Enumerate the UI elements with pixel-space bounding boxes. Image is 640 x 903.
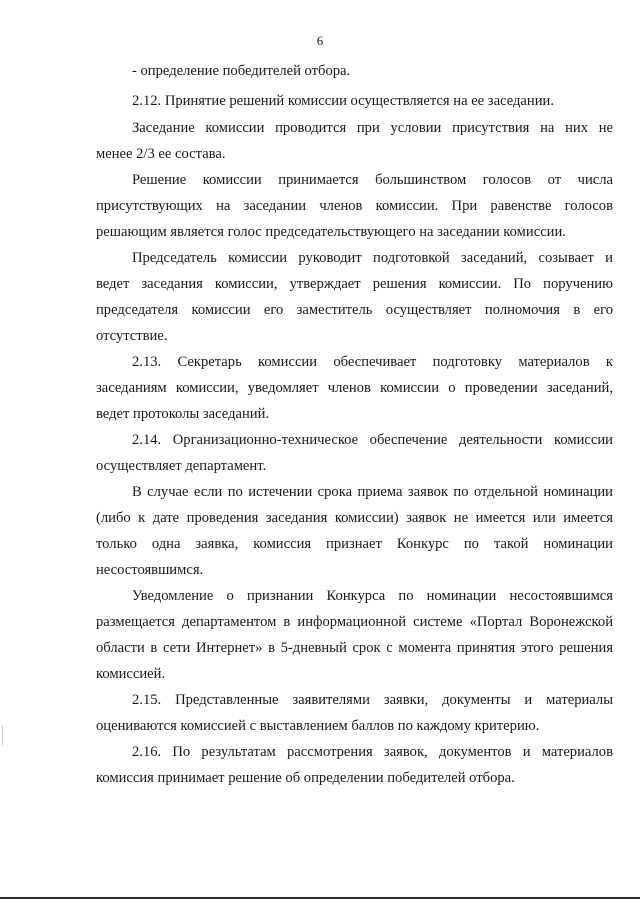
scan-artifact-mark — [2, 725, 3, 745]
text-line: только одна заявка, комиссия признает Конкурс по такой номинации — [96, 536, 613, 552]
text-line: комиссией. — [96, 666, 166, 682]
text-line: присутствующих на заседании членов комиссии. При равенстве голосов — [96, 198, 613, 214]
text-line: Решение комиссии принимается большинством голосов от числа — [132, 172, 613, 188]
text-line: председателя комиссии его заместитель осуществляет полномочия в его — [96, 302, 613, 318]
text-line: В случае если по истечении срока приема заявок по отдельной номинации — [132, 484, 613, 500]
text-line: Заседание комиссии проводится при условии присутствия на них не — [132, 120, 613, 136]
text-line: менее 2/3 ее состава. — [96, 146, 226, 162]
text-line: ведет протоколы заседаний. — [96, 406, 270, 422]
text-line: размещается департаментом в информационной системе «Портал Воронежской — [96, 614, 613, 630]
text-line: несостоявшимся. — [96, 562, 204, 578]
text-line: Уведомление о признании Конкурса по номинации несостоявшимся — [132, 588, 613, 604]
text-line: 2.14. Организационно-техническое обеспечение деятельности комиссии — [132, 432, 613, 448]
text-line: отсутствие. — [96, 328, 168, 344]
text-line: (либо к дате проведения заседания комиссии) заявок не имеется или имеется — [96, 510, 613, 526]
text-line: 2.16. По результатам рассмотрения заявок, документов и материалов — [132, 744, 613, 760]
text-line: оцениваются комиссией с выставлением баллов по каждому критерию. — [96, 718, 540, 734]
text-line: 2.13. Секретарь комиссии обеспечивает подготовку материалов к — [132, 354, 613, 370]
text-line: комиссия принимает решение об определении победителей отбора. — [96, 770, 515, 786]
text-line: - определение победителей отбора. — [132, 63, 351, 79]
text-line: 2.15. Представленные заявителями заявки, документы и материалы — [132, 692, 613, 708]
text-line: Председатель комиссии руководит подготовкой заседаний, созывает и — [132, 250, 613, 266]
text-line: заседаниям комиссии, уведомляет членов комиссии о проведении заседаний, — [96, 380, 613, 396]
text-line: решающим является голос председательствующего на заседании комиссии. — [96, 224, 566, 240]
text-line: области в сети Интернет» в 5-дневный срок с момента принятия этого решения — [96, 640, 613, 656]
text-line: ведет заседания комиссии, утверждает решения комиссии. По поручению — [96, 276, 613, 292]
text-line: осуществляет департамент. — [96, 458, 267, 474]
bottom-edge-rule — [0, 897, 640, 899]
text-line: 2.12. Принятие решений комиссии осуществляется на ее заседании. — [132, 93, 554, 109]
page-number: 6 — [316, 33, 324, 48]
